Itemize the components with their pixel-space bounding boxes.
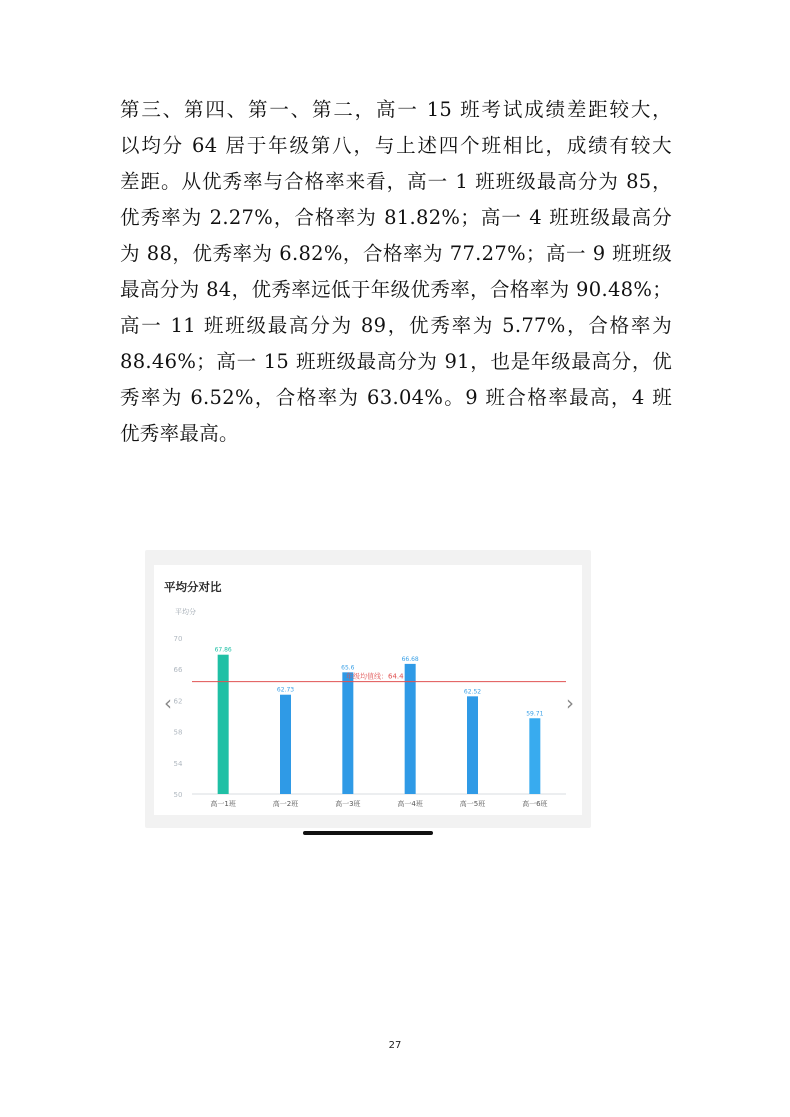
y-tick-label: 58 [173,728,183,737]
paragraph-line: 高一 11 班班级最高分为 89，优秀率为 5.77%，合格率为 [120,314,672,337]
paragraph-line: 优秀率最高。 [120,422,239,445]
reference-line-label: 年级均值线：64.4 [346,672,404,681]
paragraph-line: 优秀率为 2.27%，合格率为 81.82%；高一 4 班班级最高分 [120,206,672,229]
bar [529,718,540,794]
y-axis-label: 平均分 [175,608,196,616]
chevron-left-icon: ‹ [164,691,172,715]
paragraph-line: 最高分为 84，优秀率远低于年级优秀率，合格率为 90.48%； [120,278,672,301]
y-tick-label: 54 [173,759,183,768]
x-tick-label: 高一3班 [335,800,361,808]
data-label: 62.52 [463,688,482,696]
data-label: 67.86 [214,646,232,654]
paragraph-line: 以均分 64 居于年级第八，与上述四个班相比，成绩有较大 [120,134,672,157]
page-number: 27 [388,1040,402,1051]
x-tick-label: 高一5班 [459,800,486,808]
home-indicator [303,831,433,835]
paragraph-line: 差距。从优秀率与合格率来看，高一 1 班班级最高分为 85， [120,170,672,193]
x-tick-label: 高一1班 [210,800,236,808]
data-label: 59.71 [526,710,544,718]
bar [280,695,291,794]
bar [218,655,229,794]
paragraph-line: 88.46%；高一 15 班班级最高分为 91，也是年级最高分，优 [120,350,672,373]
y-tick-label: 50 [173,791,183,799]
chevron-right-icon: › [566,691,574,715]
chart-card [154,565,582,815]
x-tick-label: 高一6班 [522,800,548,808]
x-tick-label: 高一2班 [272,800,299,808]
bar [342,672,353,794]
data-label: 66.68 [401,655,419,663]
paragraph-line: 第三、第四、第一、第二，高一 15 班考试成绩差距较大， [120,98,672,121]
x-tick-label: 高一4班 [397,800,423,808]
y-tick-label: 66 [173,666,183,675]
data-label: 65.6 [341,664,355,672]
paragraph-line: 为 88，优秀率为 6.82%，合格率为 77.27%；高一 9 班班级 [120,242,672,265]
y-tick-label: 62 [173,697,183,706]
bar [467,696,478,794]
paragraph-line: 秀率为 6.52%，合格率为 63.04%。9 班合格率最高，4 班 [120,386,672,409]
y-tick-label: 70 [173,635,183,643]
body-paragraph [120,92,672,452]
chart-screenshot [145,550,591,828]
chart-title: 平均分对比 [164,580,222,594]
data-label: 62.73 [276,686,295,694]
bar [405,664,416,794]
bar-chart [154,565,582,815]
